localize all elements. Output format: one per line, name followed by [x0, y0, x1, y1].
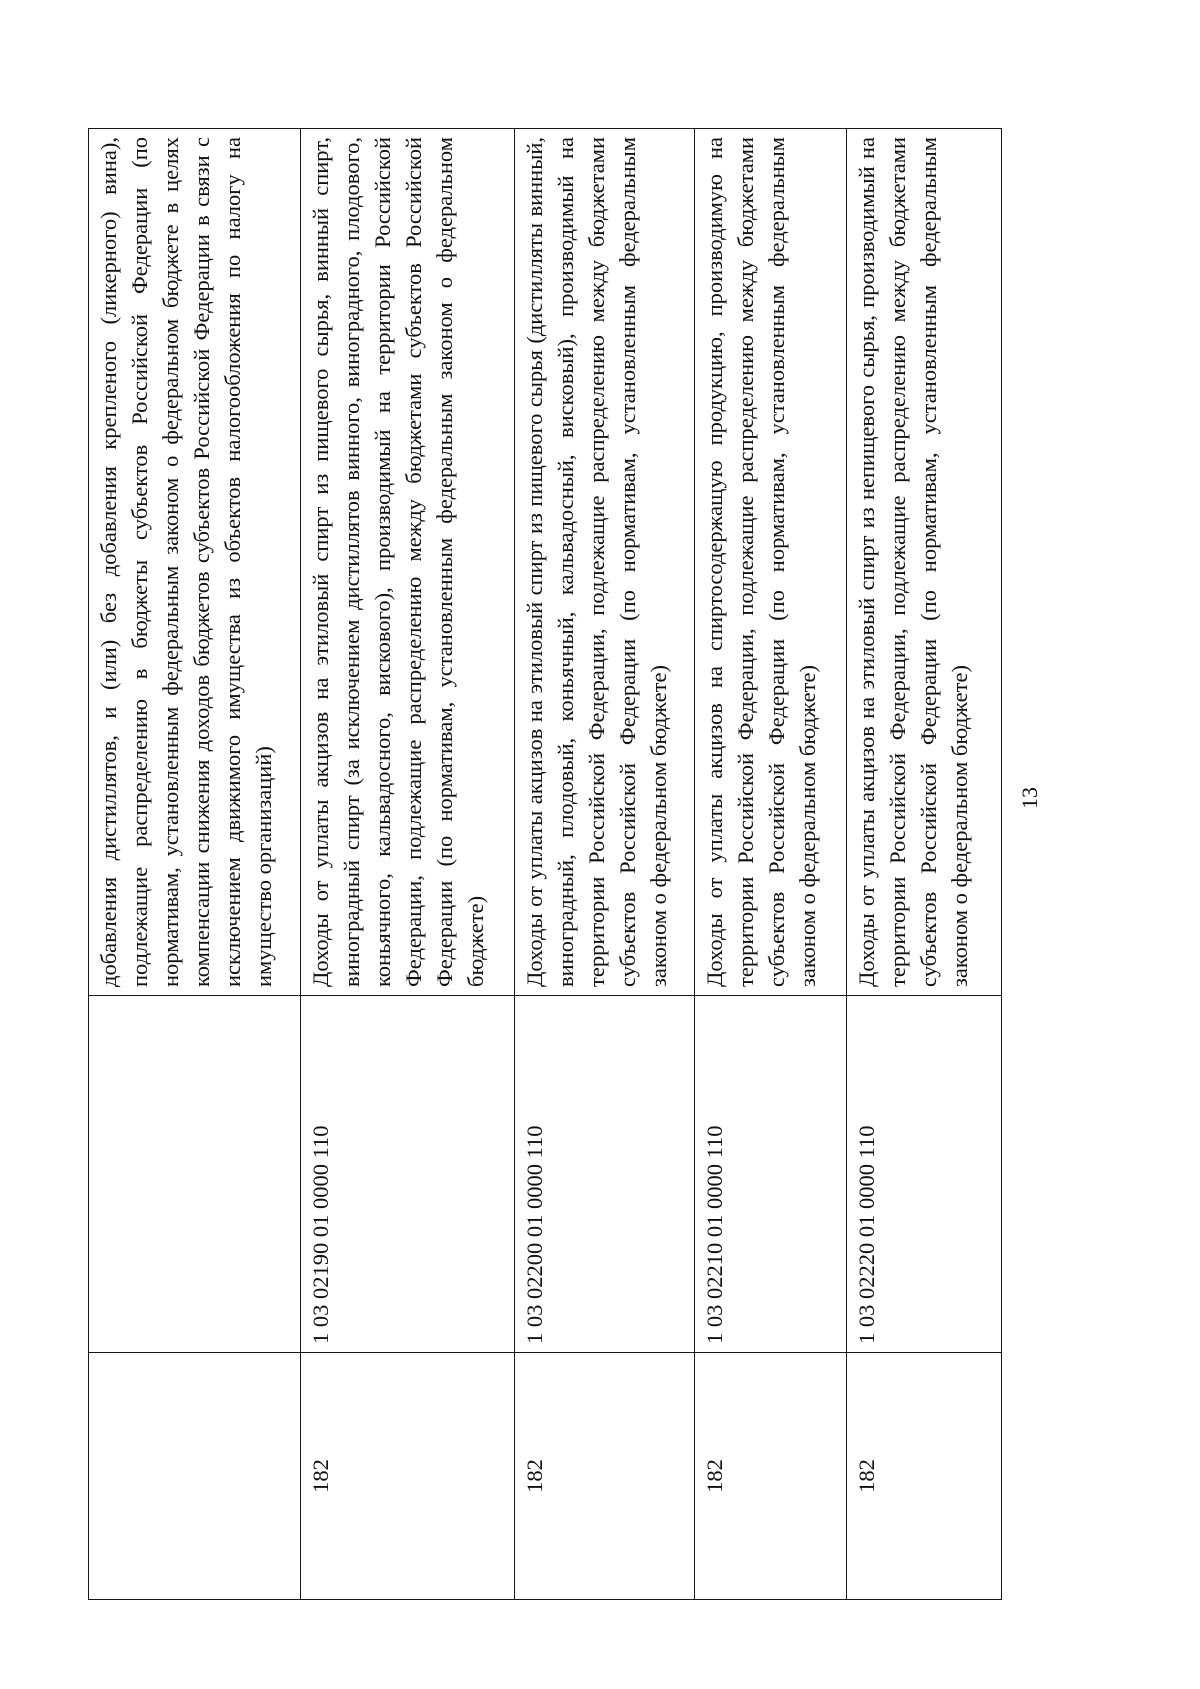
budget-code-cell: 1 03 02200 01 0000 110: [515, 996, 695, 1353]
revenue-name-cell: Доходы от уплаты акцизов на этиловый спирт из пищевого сырья, винный спирт, виноградный спирт (за исключением дистиллятов винного, виноградного, плодового, коньячного, кальвадосного, вискового), производимый на территории Российской Федерации, подлежащие распределению между бюджетами субъектов Российской Федерации (по нормативам, установленным федеральным законом о федеральном бюджете): [301, 129, 515, 996]
budget-code-cell: 1 03 02220 01 0000 110: [847, 996, 1002, 1353]
admin-code-cell: 182: [695, 1353, 847, 1600]
revenue-name-cell: Доходы от уплаты акцизов на спиртосодержащую продукцию, производимую на территории Российской Федерации, подлежащие распределению между бюджетами субъектов Российской Федерации (по нормативам, установленным федеральным законом о федеральном бюджете): [695, 129, 847, 996]
revenue-name-cell: Доходы от уплаты акцизов на этиловый спирт из непищевого сырья, производимый на территории Российской Федерации, подлежащие распределению между бюджетами субъектов Российской Федерации (по нормативам, установленным федеральным законом о федеральном бюджете): [847, 129, 1002, 996]
revenue-name-cell: добавления дистиллятов, и (или) без добавления крепленого (ликерного) вина), подлежащие распределению в бюджеты субъектов Российской Федерации (по нормативам, установленным федеральным законом о федеральном бюджете в целях компенсации снижения доходов бюджетов субъектов Российской Федерации в связи с исключением движимого имущества из объектов налогообложения по налогу на имущество организаций): [89, 129, 301, 996]
revenue-classification-table: [88, 128, 1002, 1600]
budget-code-cell: [89, 996, 301, 1353]
admin-code-cell: 182: [515, 1353, 695, 1600]
table-row: [89, 129, 301, 1600]
page-number: [1010, 768, 1050, 828]
rotated-table-content: [88, 128, 1001, 1600]
rotated-table-frame: [88, 128, 1001, 1600]
budget-code-cell: 1 03 02190 01 0000 110: [301, 996, 515, 1353]
admin-code-cell: [89, 1353, 301, 1600]
admin-code-cell: 182: [847, 1353, 1002, 1600]
table-row: [301, 129, 515, 1600]
table-row: [515, 129, 695, 1600]
page-number-label: 13: [1017, 787, 1042, 809]
table-row: [847, 129, 1002, 1600]
table-row: [695, 129, 847, 1600]
admin-code-cell: 182: [301, 1353, 515, 1600]
revenue-name-cell: Доходы от уплаты акцизов на этиловый спирт из пищевого сырья (дистилляты винный, виноградный, плодовый, коньячный, кальвадосный, висковый), производимый на территории Российской Федерации, подлежащие распределению между бюджетами субъектов Российской Федерации (по нормативам, установленным федеральным законом о федеральном бюджете): [515, 129, 695, 996]
budget-code-cell: 1 03 02210 01 0000 110: [695, 996, 847, 1353]
